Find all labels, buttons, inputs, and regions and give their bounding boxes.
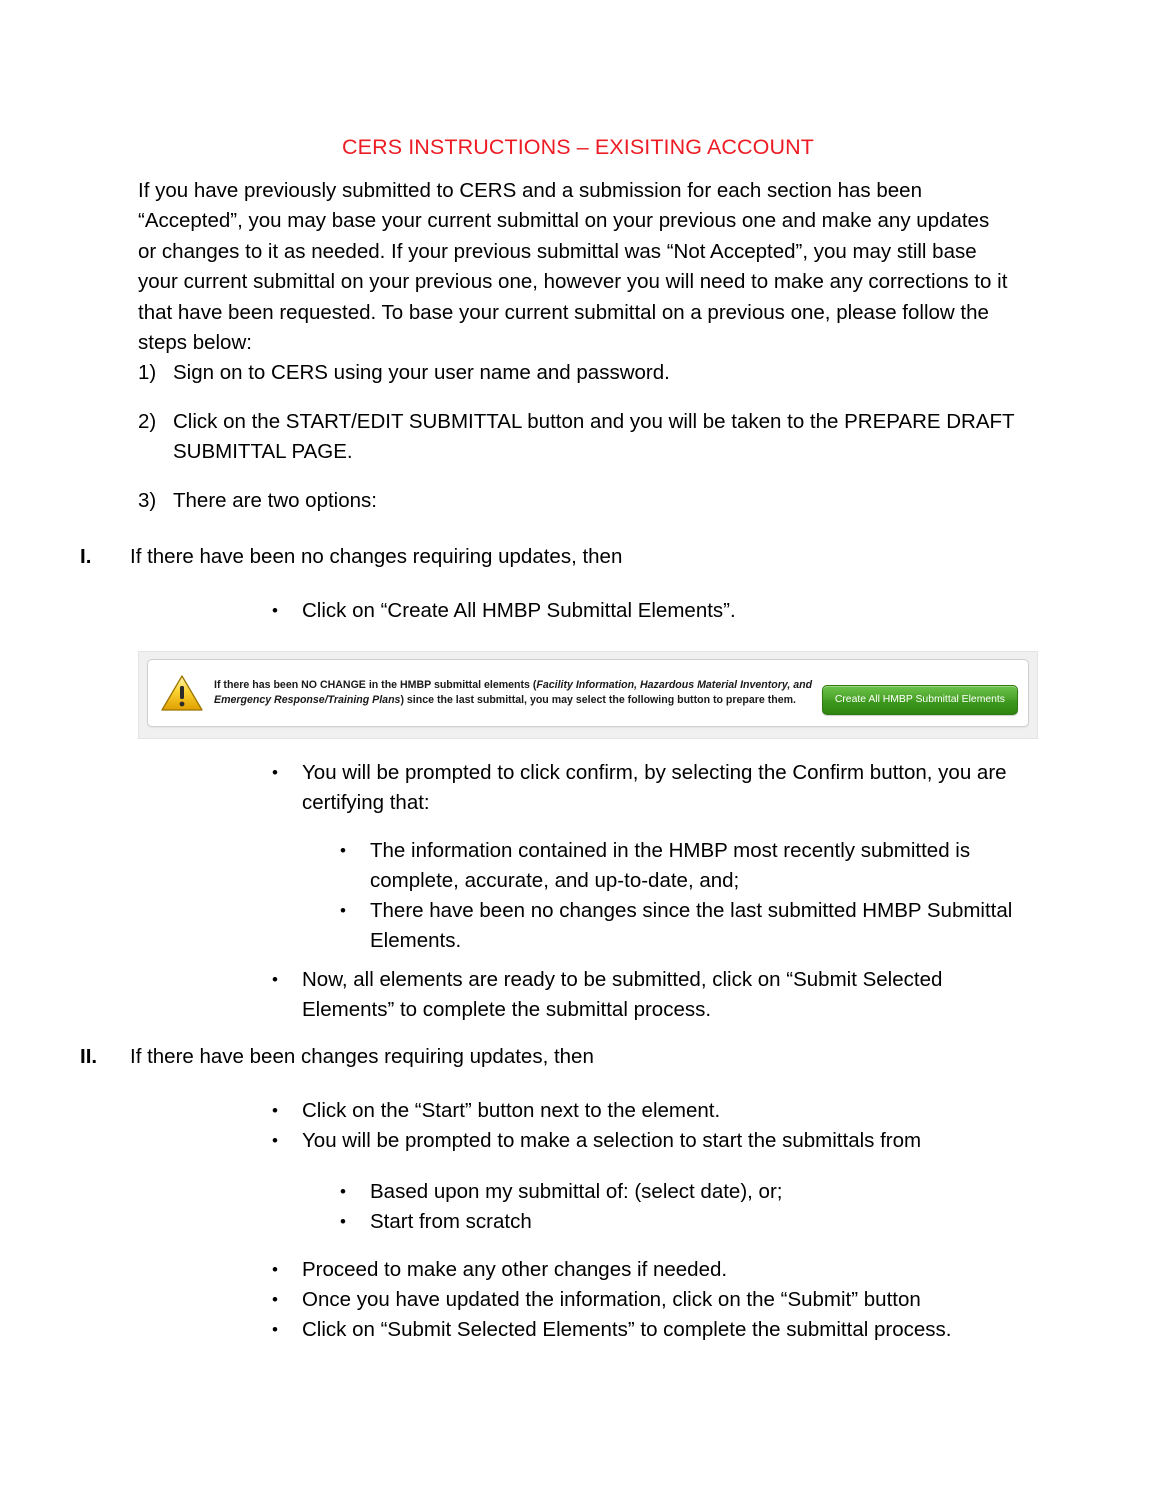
- no-change-alert-banner: [147, 659, 1029, 727]
- list-item: [138, 358, 1018, 388]
- bullet-dot-icon: •: [272, 1131, 278, 1150]
- alert-text-part1: If there has been NO CHANGE in the HMBP submittal elements (: [214, 678, 537, 691]
- bullet-dot-icon: •: [272, 763, 278, 782]
- intro-paragraph: If you have previously submitted to CERS and a submission for each section has been “Accepted”, you may base your current submittal on your previous one and make any updates or changes to it as needed. If your previous submittal was “Not Accepted”, you may still base your current submittal on your previous one, however you will need to make any corrections to it that have been requested. To base your current submittal on a previous one, please follow the steps below:: [138, 179, 1008, 355]
- bullet-dot-icon: •: [272, 1320, 278, 1339]
- list-item-text: You will be prompted to make a selection to start the submittals from: [302, 1129, 922, 1152]
- list-item: [272, 596, 1012, 626]
- section-two-heading: [80, 1042, 1040, 1072]
- numbered-steps-list: [138, 358, 1018, 535]
- list-item: [340, 1177, 1020, 1207]
- list-item: [272, 1126, 1012, 1156]
- bullet-dot-icon: •: [272, 601, 278, 620]
- cers-screenshot-figure: [138, 651, 1038, 739]
- bullet-create-elements: [272, 596, 1012, 626]
- list-item: [340, 896, 1020, 956]
- list-item-text: There are two options:: [173, 489, 377, 512]
- list-item-text: Click on the START/EDIT SUBMITTAL button and you will be taken to the PREPARE DRAFT SUBMITTAL PAGE.: [173, 410, 1015, 463]
- certify-sublist: [340, 836, 1020, 956]
- bullet-dot-icon: •: [272, 1101, 278, 1120]
- list-marker: 3): [138, 489, 157, 512]
- list-item-text: Sign on to CERS using your user name and password.: [173, 361, 670, 384]
- list-item: [340, 1207, 1020, 1237]
- alert-text-italic: Facility Information, Hazardous Material Inventory, and Emergency Response/Training Plans: [214, 678, 813, 706]
- final-bullets-list: [272, 1255, 1012, 1345]
- section-heading-text: If there have been changes requiring updates, then: [130, 1045, 594, 1068]
- list-item: [272, 1285, 1012, 1315]
- list-item: [272, 1096, 1012, 1126]
- page-title: CERS INSTRUCTIONS – EXISITING ACCOUNT: [342, 135, 814, 159]
- list-item-text: Click on “Create All HMBP Submittal Elements”.: [302, 599, 736, 622]
- list-item: [272, 965, 1012, 1025]
- list-item-text: Once you have updated the information, click on the “Submit” button: [302, 1288, 921, 1311]
- list-item: [272, 1315, 1012, 1345]
- list-item: [272, 1255, 1012, 1285]
- list-item: [340, 836, 1020, 896]
- list-marker: 2): [138, 410, 157, 433]
- bullet-dot-icon: •: [272, 1290, 278, 1309]
- list-marker: 1): [138, 361, 157, 384]
- bullet-dot-icon: •: [340, 1182, 346, 1201]
- submittal-options-sublist: [340, 1177, 1020, 1237]
- list-item-text: Click on “Submit Selected Elements” to complete the submittal process.: [302, 1318, 952, 1341]
- list-item: [138, 407, 1018, 467]
- bullet-dot-icon: •: [340, 841, 346, 860]
- list-item: [272, 758, 1012, 818]
- bullet-confirm-prompt: [272, 758, 1012, 818]
- list-item-text: You will be prompted to click confirm, by selecting the Confirm button, you are certifying that:: [302, 761, 1007, 814]
- list-item-text: There have been no changes since the last submitted HMBP Submittal Elements.: [370, 899, 1013, 952]
- create-all-hmbp-submittal-elements-button[interactable]: Create All HMBP Submittal Elements: [822, 685, 1018, 715]
- start-bullets-list: [272, 1096, 1012, 1156]
- warning-triangle-icon: [160, 673, 204, 713]
- bullet-dot-icon: •: [340, 1212, 346, 1231]
- bullet-dot-icon: •: [272, 1260, 278, 1279]
- list-item-text: Start from scratch: [370, 1210, 532, 1233]
- section-marker: II.: [80, 1045, 98, 1068]
- list-item-text: Proceed to make any other changes if needed.: [302, 1258, 728, 1281]
- section-heading-text: If there have been no changes requiring updates, then: [130, 545, 623, 568]
- list-item: [138, 486, 1018, 516]
- bullet-dot-icon: •: [272, 970, 278, 989]
- bullet-submit-selected: [272, 965, 1012, 1025]
- list-item-text: Based upon my submittal of: (select date), or;: [370, 1180, 783, 1203]
- bullet-dot-icon: •: [340, 901, 346, 920]
- list-item-text: Click on the “Start” button next to the element.: [302, 1099, 721, 1122]
- list-item-text: Now, all elements are ready to be submitted, click on “Submit Selected Elements” to complete the submittal process.: [302, 968, 943, 1021]
- alert-message: [214, 678, 822, 709]
- section-marker: I.: [80, 545, 92, 568]
- alert-text-part2: ) since the last submittal, you may select the following button to prepare them.: [400, 694, 796, 706]
- section-one-heading: [80, 542, 1040, 572]
- list-item-text: The information contained in the HMBP most recently submitted is complete, accurate, and up-to-date, and;: [370, 839, 971, 892]
